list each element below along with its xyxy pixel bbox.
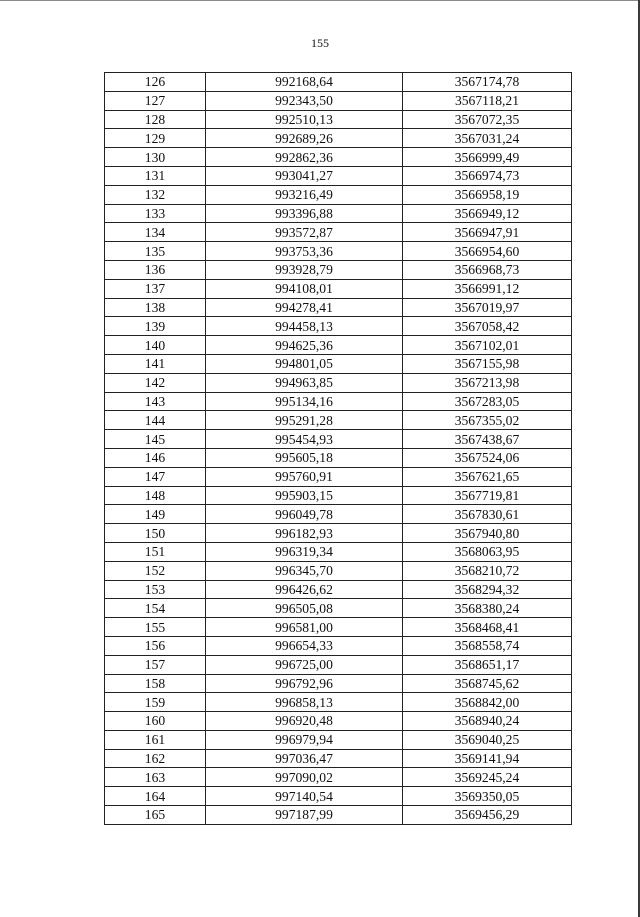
y-coordinate-cell: 3569040,25: [403, 730, 572, 749]
x-coordinate-cell: 996581,00: [206, 618, 403, 637]
table-row: [105, 486, 572, 505]
x-coordinate-cell: 994963,85: [206, 373, 403, 392]
table-row: [105, 806, 572, 825]
table-row: [105, 542, 572, 561]
x-coordinate-cell: 996319,34: [206, 542, 403, 561]
y-coordinate-cell: 3568842,00: [403, 693, 572, 712]
y-coordinate-cell: 3566949,12: [403, 204, 572, 223]
x-coordinate-cell: 992168,64: [206, 73, 403, 92]
table-row: [105, 373, 572, 392]
table-row: [105, 693, 572, 712]
x-coordinate-cell: 995454,93: [206, 430, 403, 449]
table-row: [105, 185, 572, 204]
x-coordinate-cell: 993928,79: [206, 260, 403, 279]
y-coordinate-cell: 3567031,24: [403, 129, 572, 148]
point-number-cell: 127: [105, 91, 206, 110]
x-coordinate-cell: 996182,93: [206, 524, 403, 543]
point-number-cell: 134: [105, 223, 206, 242]
x-coordinate-cell: 995760,91: [206, 467, 403, 486]
point-number-cell: 154: [105, 599, 206, 618]
point-number-cell: 151: [105, 542, 206, 561]
table-row: [105, 91, 572, 110]
table-row: [105, 129, 572, 148]
table-row: [105, 166, 572, 185]
y-coordinate-cell: 3567072,35: [403, 110, 572, 129]
y-coordinate-cell: 3569245,24: [403, 768, 572, 787]
x-coordinate-cell: 994278,41: [206, 298, 403, 317]
point-number-cell: 139: [105, 317, 206, 336]
table-row: [105, 730, 572, 749]
x-coordinate-cell: 997036,47: [206, 749, 403, 768]
table-row: [105, 148, 572, 167]
table-row: [105, 674, 572, 693]
table-row: [105, 580, 572, 599]
y-coordinate-cell: 3568063,95: [403, 542, 572, 561]
x-coordinate-cell: 995291,28: [206, 411, 403, 430]
table-row: [105, 787, 572, 806]
x-coordinate-cell: 993396,88: [206, 204, 403, 223]
table-row: [105, 204, 572, 223]
point-number-cell: 133: [105, 204, 206, 223]
point-number-cell: 149: [105, 505, 206, 524]
x-coordinate-cell: 993041,27: [206, 166, 403, 185]
table-row: [105, 505, 572, 524]
y-coordinate-cell: 3568940,24: [403, 712, 572, 731]
point-number-cell: 152: [105, 561, 206, 580]
x-coordinate-cell: 996725,00: [206, 655, 403, 674]
x-coordinate-cell: 993572,87: [206, 223, 403, 242]
x-coordinate-cell: 992510,13: [206, 110, 403, 129]
table-row: [105, 298, 572, 317]
x-coordinate-cell: 993753,36: [206, 242, 403, 261]
x-coordinate-cell: 994458,13: [206, 317, 403, 336]
x-coordinate-cell: 996505,08: [206, 599, 403, 618]
y-coordinate-cell: 3567438,67: [403, 430, 572, 449]
y-coordinate-cell: 3567524,06: [403, 448, 572, 467]
y-coordinate-cell: 3567355,02: [403, 411, 572, 430]
y-coordinate-cell: 3567019,97: [403, 298, 572, 317]
y-coordinate-cell: 3566974,73: [403, 166, 572, 185]
y-coordinate-cell: 3567155,98: [403, 354, 572, 373]
y-coordinate-cell: 3566954,60: [403, 242, 572, 261]
x-coordinate-cell: 996049,78: [206, 505, 403, 524]
y-coordinate-cell: 3566958,19: [403, 185, 572, 204]
point-number-cell: 160: [105, 712, 206, 731]
point-number-cell: 155: [105, 618, 206, 637]
point-number-cell: 158: [105, 674, 206, 693]
y-coordinate-cell: 3568294,32: [403, 580, 572, 599]
point-number-cell: 144: [105, 411, 206, 430]
point-number-cell: 150: [105, 524, 206, 543]
y-coordinate-cell: 3567830,61: [403, 505, 572, 524]
point-number-cell: 161: [105, 730, 206, 749]
table-row: [105, 279, 572, 298]
y-coordinate-cell: 3568745,62: [403, 674, 572, 693]
point-number-cell: 138: [105, 298, 206, 317]
point-number-cell: 129: [105, 129, 206, 148]
x-coordinate-cell: 994801,05: [206, 354, 403, 373]
x-coordinate-cell: 996654,33: [206, 636, 403, 655]
point-number-cell: 141: [105, 354, 206, 373]
x-coordinate-cell: 996858,13: [206, 693, 403, 712]
point-number-cell: 142: [105, 373, 206, 392]
y-coordinate-cell: 3567213,98: [403, 373, 572, 392]
x-coordinate-cell: 996920,48: [206, 712, 403, 731]
point-number-cell: 162: [105, 749, 206, 768]
x-coordinate-cell: 994108,01: [206, 279, 403, 298]
y-coordinate-cell: 3567719,81: [403, 486, 572, 505]
point-number-cell: 128: [105, 110, 206, 129]
y-coordinate-cell: 3568651,17: [403, 655, 572, 674]
x-coordinate-cell: 992862,36: [206, 148, 403, 167]
point-number-cell: 153: [105, 580, 206, 599]
y-coordinate-cell: 3566968,73: [403, 260, 572, 279]
point-number-cell: 156: [105, 636, 206, 655]
table-row: [105, 430, 572, 449]
point-number-cell: 132: [105, 185, 206, 204]
x-coordinate-cell: 996426,62: [206, 580, 403, 599]
x-coordinate-cell: 993216,49: [206, 185, 403, 204]
table-row: [105, 655, 572, 674]
table-row: [105, 448, 572, 467]
point-number-cell: 157: [105, 655, 206, 674]
table-row: [105, 749, 572, 768]
table-row: [105, 712, 572, 731]
page-edge-top: [0, 0, 640, 1]
table-row: [105, 768, 572, 787]
point-number-cell: 126: [105, 73, 206, 92]
y-coordinate-cell: 3569456,29: [403, 806, 572, 825]
point-number-cell: 163: [105, 768, 206, 787]
coordinates-table-body: [105, 73, 572, 825]
y-coordinate-cell: 3567118,21: [403, 91, 572, 110]
table-row: [105, 561, 572, 580]
table-row: [105, 467, 572, 486]
point-number-cell: 148: [105, 486, 206, 505]
x-coordinate-cell: 995903,15: [206, 486, 403, 505]
point-number-cell: 145: [105, 430, 206, 449]
y-coordinate-cell: 3568380,24: [403, 599, 572, 618]
y-coordinate-cell: 3568210,72: [403, 561, 572, 580]
x-coordinate-cell: 996979,94: [206, 730, 403, 749]
y-coordinate-cell: 3569141,94: [403, 749, 572, 768]
table-row: [105, 317, 572, 336]
table-row: [105, 260, 572, 279]
table-row: [105, 392, 572, 411]
table-row: [105, 336, 572, 355]
table-row: [105, 110, 572, 129]
y-coordinate-cell: 3567102,01: [403, 336, 572, 355]
y-coordinate-cell: 3568468,41: [403, 618, 572, 637]
x-coordinate-cell: 992689,26: [206, 129, 403, 148]
point-number-cell: 165: [105, 806, 206, 825]
point-number-cell: 137: [105, 279, 206, 298]
y-coordinate-cell: 3568558,74: [403, 636, 572, 655]
table-row: [105, 73, 572, 92]
x-coordinate-cell: 992343,50: [206, 91, 403, 110]
point-number-cell: 140: [105, 336, 206, 355]
y-coordinate-cell: 3567283,05: [403, 392, 572, 411]
y-coordinate-cell: 3567621,65: [403, 467, 572, 486]
point-number-cell: 135: [105, 242, 206, 261]
x-coordinate-cell: 994625,36: [206, 336, 403, 355]
x-coordinate-cell: 996792,96: [206, 674, 403, 693]
x-coordinate-cell: 997187,99: [206, 806, 403, 825]
point-number-cell: 164: [105, 787, 206, 806]
point-number-cell: 146: [105, 448, 206, 467]
y-coordinate-cell: 3567058,42: [403, 317, 572, 336]
point-number-cell: 147: [105, 467, 206, 486]
point-number-cell: 131: [105, 166, 206, 185]
x-coordinate-cell: 997090,02: [206, 768, 403, 787]
x-coordinate-cell: 997140,54: [206, 787, 403, 806]
table-row: [105, 599, 572, 618]
point-number-cell: 143: [105, 392, 206, 411]
point-number-cell: 130: [105, 148, 206, 167]
y-coordinate-cell: 3566991,12: [403, 279, 572, 298]
table-row: [105, 354, 572, 373]
y-coordinate-cell: 3569350,05: [403, 787, 572, 806]
table-row: [105, 636, 572, 655]
y-coordinate-cell: 3566947,91: [403, 223, 572, 242]
coordinates-table: [104, 72, 572, 825]
table-row: [105, 223, 572, 242]
page-number: 155: [311, 36, 329, 50]
y-coordinate-cell: 3567174,78: [403, 73, 572, 92]
x-coordinate-cell: 995134,16: [206, 392, 403, 411]
table-row: [105, 411, 572, 430]
point-number-cell: 159: [105, 693, 206, 712]
point-number-cell: 136: [105, 260, 206, 279]
table-row: [105, 242, 572, 261]
table-row: [105, 524, 572, 543]
y-coordinate-cell: 3567940,80: [403, 524, 572, 543]
table-row: [105, 618, 572, 637]
y-coordinate-cell: 3566999,49: [403, 148, 572, 167]
x-coordinate-cell: 996345,70: [206, 561, 403, 580]
x-coordinate-cell: 995605,18: [206, 448, 403, 467]
